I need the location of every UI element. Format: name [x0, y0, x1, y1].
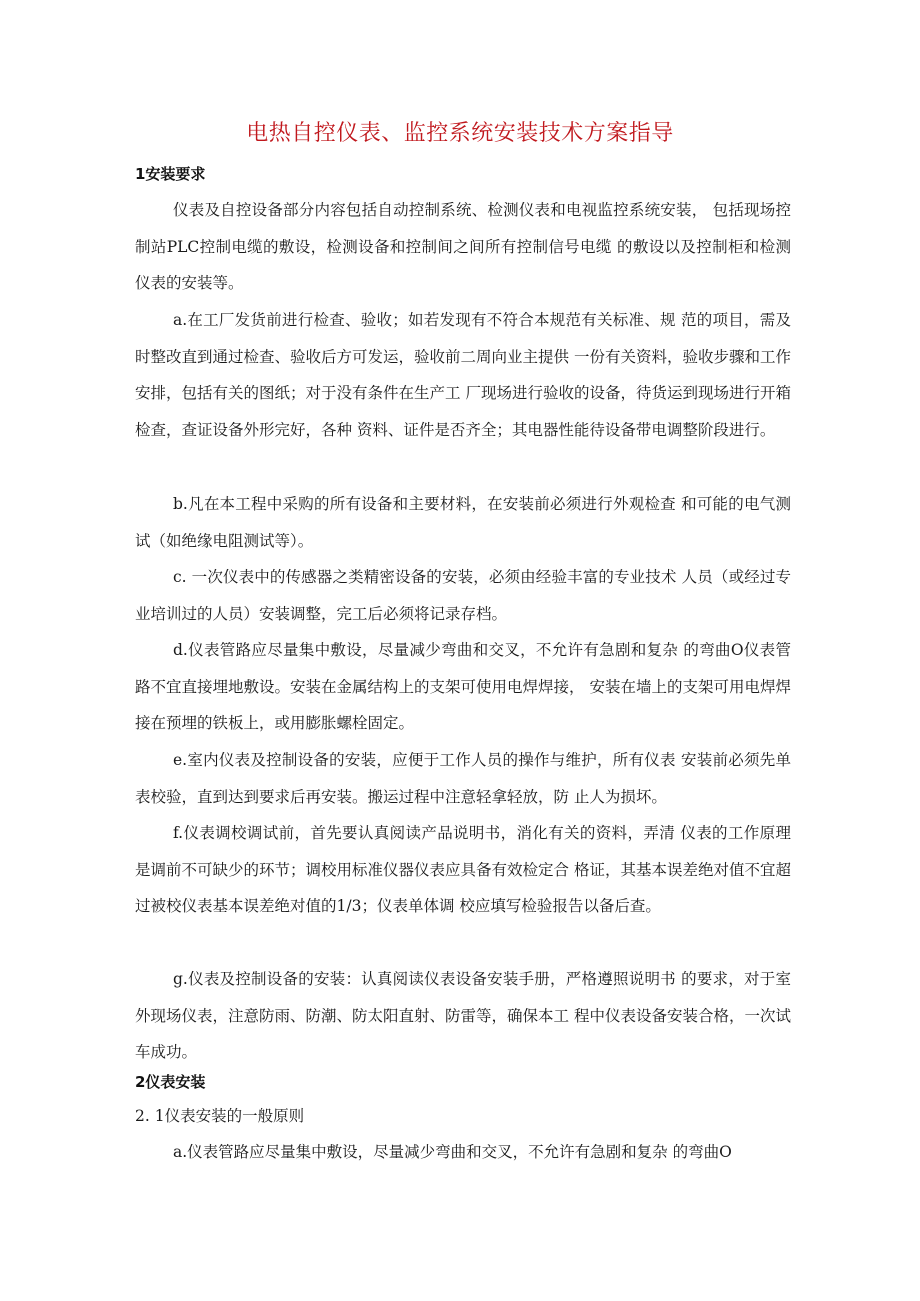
paragraph-g-control-equipment: g.仪表及控制设备的安装：认真阅读仪表设备安装手册，严格遵照说明书 的要求，对于室外现场仪表，注意防雨、防潮、防太阳直射、防雷等，确保本工 程中仪表设备安装合格，一次试车成功。 — [135, 970, 791, 1061]
section-heading-install-requirements: 1安装要求 — [135, 165, 206, 183]
paragraph-a-factory-inspection: a.在工厂发货前进行检查、验收；如若发现有不符合本规范有关标准、规 范的项目，需及时整改直到通过检查、验收后方可发运，验收前二周向业主提供 一份有关资料，验收步骤和工作安排，包括有关的图纸；对于没有条件在生产工 厂现场进行验收的设备，待货运到现场进行开箱检查，查证设备外形完好，各种 资料、证件是否齐全；其电器性能待设备带电调整阶段进行。 — [135, 311, 791, 439]
paragraph-intro: 仪表及自控设备部分内容包括自动控制系统、检测仪表和电视监控系统安装， 包括现场控制站PLC控制电缆的敷设，检测设备和控制间之间所有控制信号电缆 的敷设以及控制柜和检测仪表的安装等。 — [135, 201, 791, 292]
paragraph-a-pipe-routing-repeat: a.仪表管路应尽量集中敷设，尽量减少弯曲和交叉，不允许有急剧和复杂 的弯曲O — [173, 1143, 732, 1161]
subsection-heading-general-principles: 2. 1仪表安装的一般原则 — [135, 1107, 305, 1125]
paragraph-f-calibration: f.仪表调校调试前，首先要认真阅读产品说明书，消化有关的资料，弄清 仪表的工作原理是调前不可缺少的环节；调校用标准仪器仪表应具备有效检定合 格证，其基本误差绝对值不宜超过被校仪表基本误差绝对值的1/3；仪表单体调 校应填写检验报告以备后查。 — [135, 824, 791, 915]
paragraph-c-sensor-installation: c. 一次仪表中的传感器之类精密设备的安装，必须由经验丰富的专业技术 人员（或经过专业培训过的人员）安装调整，完工后必须将记录存档。 — [135, 568, 791, 623]
paragraph-e-indoor-installation: e.室内仪表及控制设备的安装，应便于工作人员的操作与维护，所有仪表 安装前必须先单表校验，直到达到要求后再安装。搬运过程中注意轻拿轻放，防 止人为损坏。 — [135, 751, 791, 806]
paragraph-b-appearance-check: b.凡在本工程中采购的所有设备和主要材料，在安装前必须进行外观检查 和可能的电气测试（如绝缘电阻测试等）。 — [135, 495, 791, 550]
paragraph-d-pipe-routing: d.仪表管路应尽量集中敷设，尽量减少弯曲和交叉，不允许有急剧和复杂 的弯曲O仪表管路不宜直接埋地敷设。安装在金属结构上的支架可使用电焊焊接， 安装在墙上的支架可用电焊焊接在预埋的铁板上，或用膨胀螺栓固定。 — [135, 641, 791, 732]
section-heading-instrument-installation: 2仪表安装 — [135, 1073, 206, 1091]
document-title: 电热自控仪表、监控系统安装技术方案指导 — [246, 121, 674, 146]
